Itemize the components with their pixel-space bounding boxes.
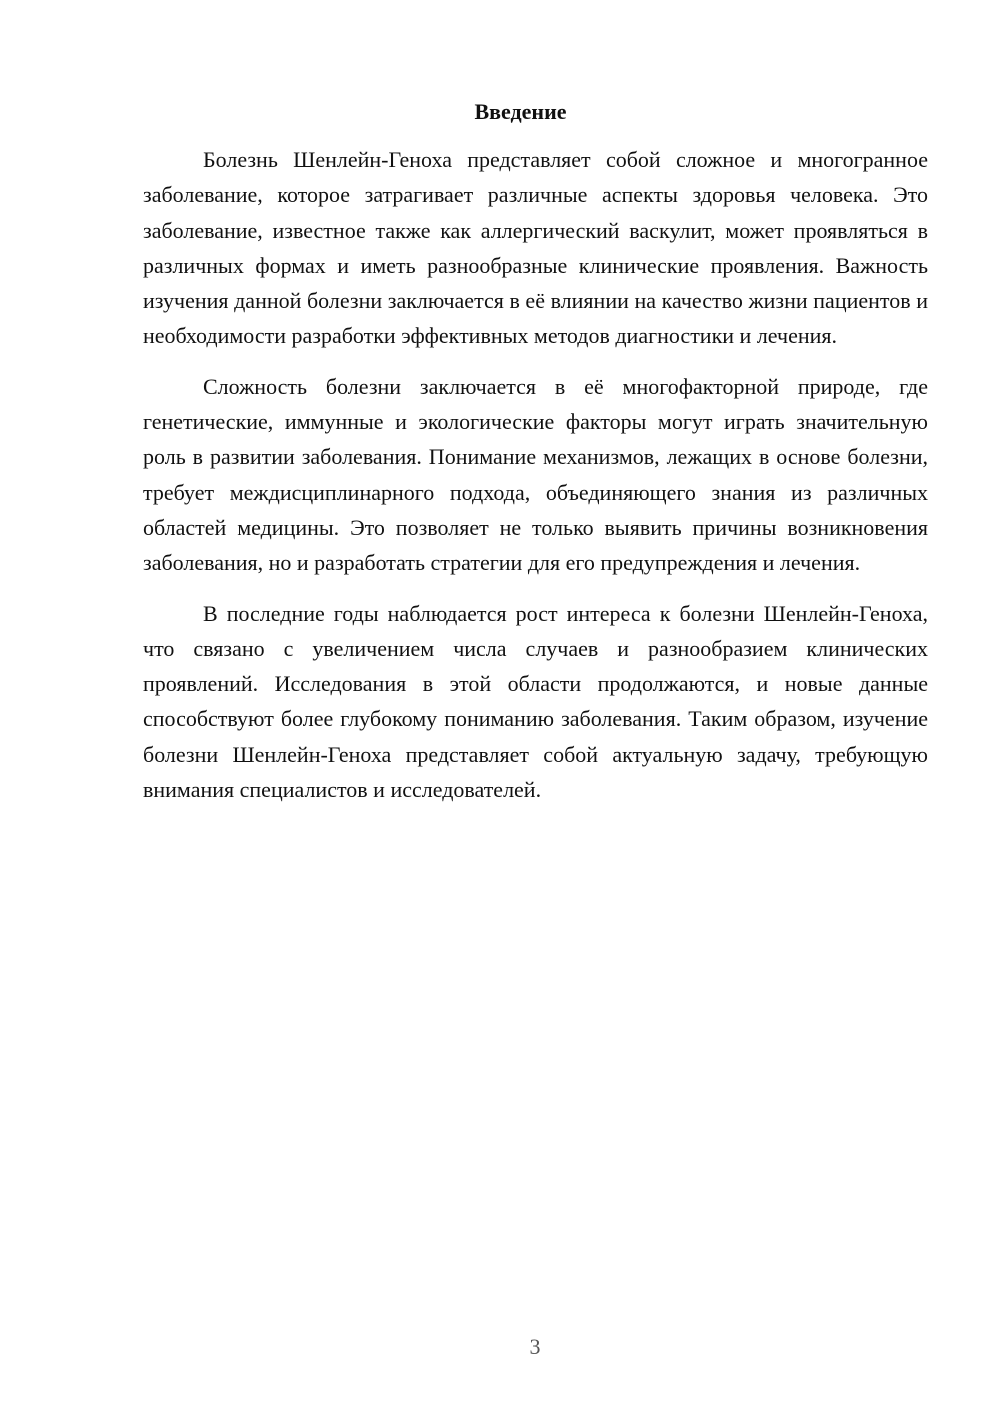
section-heading: Введение (474, 99, 567, 124)
paragraph-3: В последние годы наблюдается рост интереса к болезни Шенлейн-Геноха, что связано с увеличением числа случаев и разнообразием клинических проявлений. Исследования в этой области продолжаются, и новые данные способствуют более глубокому пониманию заболевания. Таким образом, изучение болезни Шенлейн-Геноха представляет собой актуальную задачу, требующую внимания специалистов и исследователей. (143, 600, 928, 803)
paragraph-1: Болезнь Шенлейн-Геноха представляет собой сложное и многогранное заболевание, которое затрагивает различные аспекты здоровья человека. Это заболевание, известное также как аллергический васкулит, может проявляться в различных формах и иметь разнообразные клинические проявления. Важность изучения данной болезни заключается в её влиянии на качество жизни пациентов и необходимости разработки эффективных методов диагностики и лечения. (143, 147, 928, 349)
page-content (143, 94, 928, 807)
page-number: 3 (529, 1334, 541, 1359)
paragraph-2: Сложность болезни заключается в её многофакторной природе, где генетические, иммунные и экологические факторы могут играть значительную роль в развитии заболевания. Понимание механизмов, лежащих в основе болезни, требует междисциплинарного подхода, объединяющего знания из различных областей медицины. Это позволяет не только выявить причины возникновения заболевания, но и разработать стратегии для его предупреждения и лечения. (143, 373, 928, 576)
